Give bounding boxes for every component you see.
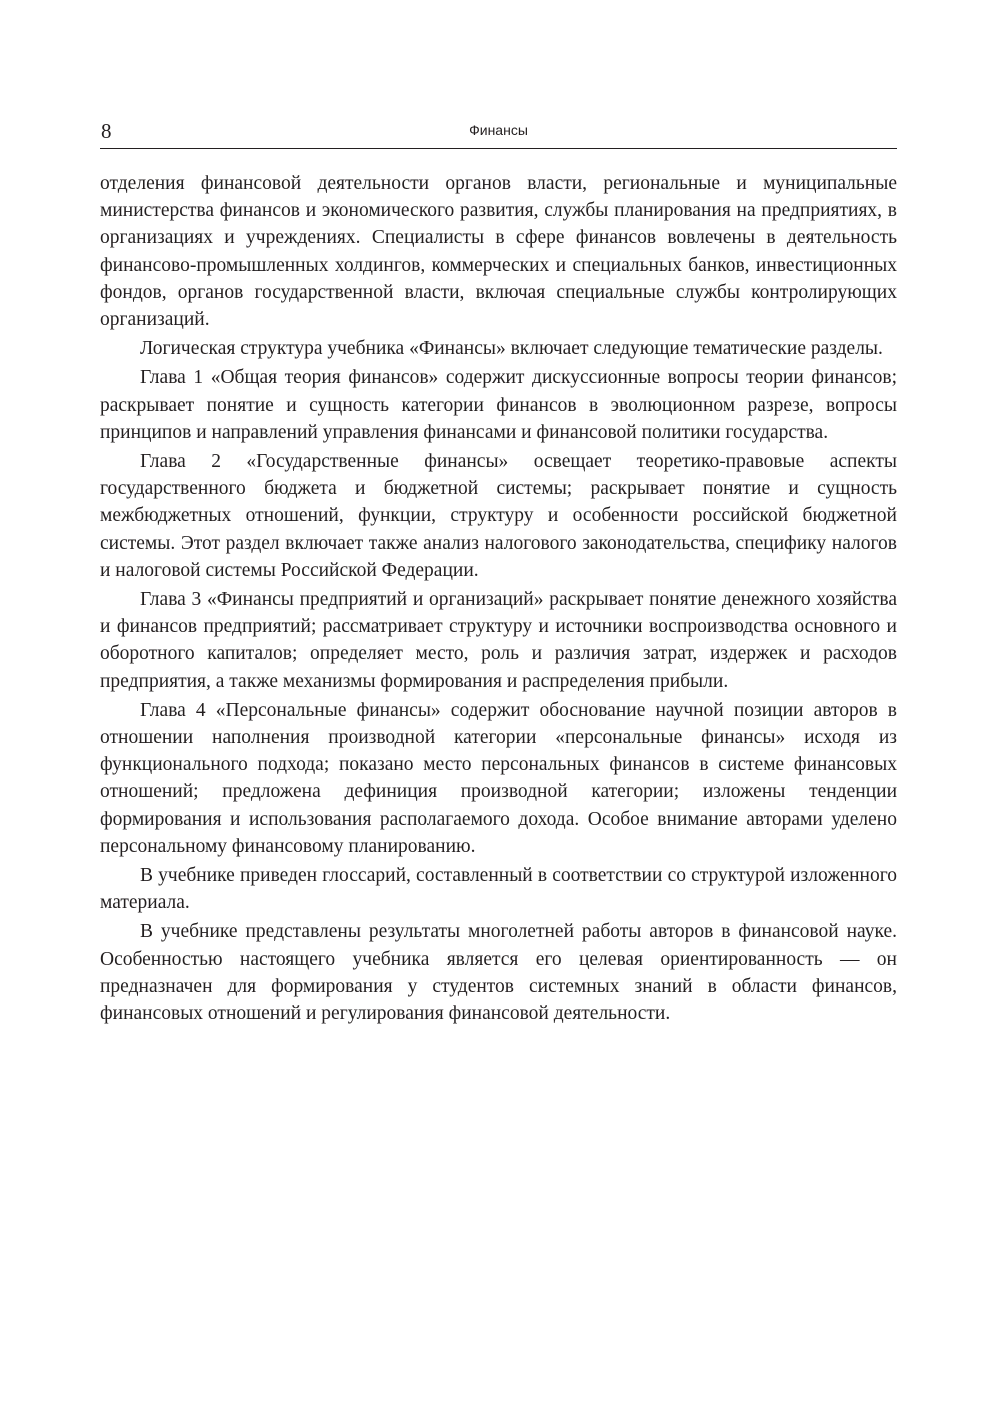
paragraph-chapter-3: Глава 3 «Финансы предприятий и организаций» раскрывает понятие денежного хозяйства и финансов предприятий; рассматривает структуру и источники воспроизводства основного и оборотного капиталов; определяет место, роль и различия затрат, издержек и расходов предприятия, а также механизмы формирования и распределения прибыли. [100, 589, 897, 692]
paragraph-glossary: В учебнике приведен глоссарий, составленный в соответствии со структурой изложенного материала. [100, 865, 897, 914]
paragraph-chapter-4: Глава 4 «Персональные финансы» содержит обоснование научной позиции авторов в отношении наполнения производной категории «персональные финансы» исходя из функционального подхода; показано место персональных финансов в системе финансовых отношений; предложена дефиниция производной категории; изложены тенденции формирования и использования располагаемого дохода. Особое внимание авторами уделено персональному финансовому планированию. [100, 699, 897, 857]
running-header [100, 116, 897, 149]
book-page [100, 0, 897, 1418]
paragraph-structure-intro: Логическая структура учебника «Финансы» включает следующие тематические разделы. [140, 338, 883, 360]
body-text [100, 170, 897, 1029]
paragraph-conclusion: В учебнике представлены результаты многолетней работы авторов в финансовой науке. Особенностью настоящего учебника является его целевая ориентированность — он предназначен для формирования у студентов системных знаний в области финансов, финансовых отношений и регулирования финансовой деятельности. [100, 921, 897, 1025]
paragraph-chapter-1: Глава 1 «Общая теория финансов» содержит дискуссионные вопросы теории финансов; раскрывает понятие и сущность категории финансов в эволюционном разрезе, вопросы принципов и направлений управления финансами и финансовой политики государства. [100, 367, 897, 443]
paragraph-continuation: отделения финансовой деятельности органов власти, региональные и муниципальные министерства финансов и экономического развития, службы планирования на предприятиях, в организациях и учреждениях. Специалисты в сфере финансов вовлечены в деятельность финансово-промышленных холдингов, коммерческих и специальных банков, инвестиционных фондов, органов государственной власти, включая специальные службы контролирующих организаций. [100, 173, 897, 331]
page-number: 8 [101, 119, 112, 143]
paragraph-chapter-2: Глава 2 «Государственные финансы» освещает теоретико-правовые аспекты государственного бюджета и бюджетной системы; раскрывает понятие и сущность межбюджетных отношений, функции, структуру и особенности российской бюджетной системы. Этот раздел включает также анализ налогового законодательства, специфику налогов и налоговой системы Российской Федерации. [100, 451, 897, 581]
running-title: Финансы [469, 122, 528, 138]
